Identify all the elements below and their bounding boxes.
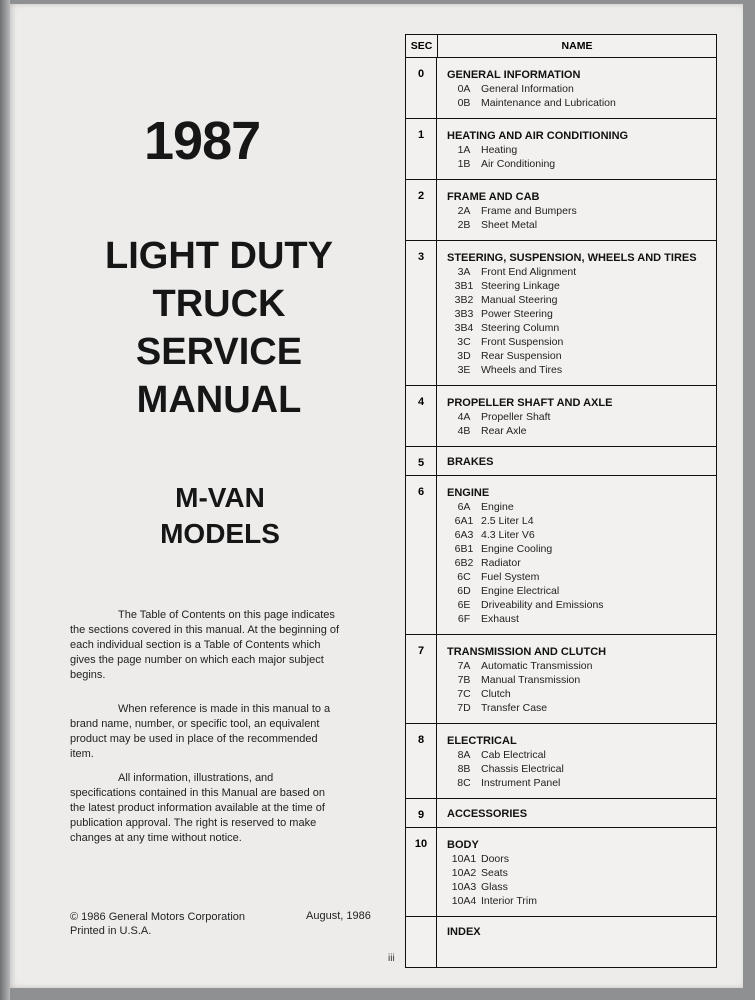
toc-rows [406, 58, 716, 967]
subsection-code: 4A [457, 411, 471, 423]
subsection-title: Wheels and Tires [481, 364, 563, 376]
section-content [437, 447, 716, 475]
subsection-title: Heating [481, 144, 518, 156]
subsection-entry [447, 598, 716, 612]
subsection-entry [447, 321, 716, 335]
subsection-code: 0A [457, 83, 471, 95]
subsection-title: Engine Cooling [481, 543, 553, 555]
subsection-code: 6B1 [454, 543, 474, 555]
section-content [437, 917, 716, 967]
subsection-entry [447, 143, 716, 157]
subsection-code: 1A [457, 144, 471, 156]
section-name: GENERAL INFORMATION [447, 69, 581, 81]
subsection-entry [447, 363, 716, 377]
subsection-entry [447, 584, 716, 598]
section-number: 8 [406, 724, 437, 798]
subsection-code: 3B4 [454, 322, 474, 334]
subsection-entry [447, 96, 716, 110]
subsection-code: 8C [457, 777, 471, 789]
subsection-entry [447, 852, 716, 866]
subsection-title: Manual Transmission [481, 674, 581, 686]
subsection-entry [447, 776, 716, 790]
subsection-code: 10A4 [451, 895, 477, 907]
subsection-entry [447, 542, 716, 556]
subsection-title: Manual Steering [481, 294, 558, 306]
section-content [437, 724, 716, 798]
subsection-title: Driveability and Emissions [481, 599, 604, 611]
subsection-code: 3B1 [454, 280, 474, 292]
toc-section-row [406, 476, 716, 635]
subsection-title: General Information [481, 83, 574, 95]
subsection-entry [447, 82, 716, 96]
subsection-title: Front Suspension [481, 336, 564, 348]
subsection-title: Transfer Case [481, 702, 548, 714]
subsection-code: 6A1 [454, 515, 474, 527]
toc-section-row [406, 241, 716, 386]
subsection-code: 2A [457, 205, 471, 217]
reference-paragraph: When reference is made in this manual to a brand name, number, or specific tool, an equivalent product may be used in place of the recommended item. [70, 703, 331, 760]
section-number: 6 [406, 476, 437, 634]
intro-paragraph: The Table of Contents on this page indicates the sections covered in this manual. At the beginning of each individual section is a Table of Contents which gives the page number on which each major subject begins. [70, 609, 340, 681]
subsection-code: 6D [457, 585, 471, 597]
toc-section-row [406, 58, 716, 119]
subsection-code: 6C [457, 571, 471, 583]
subsection-title: Sheet Metal [481, 219, 538, 231]
toc-header [406, 35, 716, 58]
subsection-code: 6F [457, 613, 471, 625]
subsection-code: 3B3 [454, 308, 474, 320]
subsection-entry [447, 570, 716, 584]
subsection-entry [447, 307, 716, 321]
cover-title [60, 232, 378, 424]
subsection-code: 6A3 [454, 529, 474, 541]
subsection-code: 7C [457, 688, 471, 700]
models-line: MODELS [160, 518, 280, 549]
subsection-code: 0B [457, 97, 471, 109]
subsection-entry [447, 424, 716, 438]
title-line: SERVICE [135, 331, 303, 373]
subsection-title: Frame and Bumpers [481, 205, 577, 217]
subsection-title: Cab Electrical [481, 749, 546, 761]
subsection-title: Fuel System [481, 571, 540, 583]
subsection-entry [447, 157, 716, 171]
section-name: INDEX [447, 926, 481, 938]
section-number: 1 [406, 119, 437, 179]
subsection-entry [447, 748, 716, 762]
section-name: PROPELLER SHAFT AND AXLE [447, 397, 613, 409]
subsection-code: 3E [457, 364, 471, 376]
subsection-code: 10A1 [451, 853, 477, 865]
subsection-code: 6B2 [454, 557, 474, 569]
subsection-entry [447, 701, 716, 715]
models-heading [120, 480, 320, 552]
binding-shadow [0, 0, 10, 1000]
section-number: 7 [406, 635, 437, 723]
toc-section-row [406, 635, 716, 724]
toc-section-row [406, 386, 716, 447]
copyright-text: © 1986 General Motors Corporation [70, 911, 246, 923]
models-line: M-VAN [175, 482, 265, 513]
subsection-entry [447, 894, 716, 908]
subsection-code: 10A2 [451, 867, 477, 879]
subsection-entry [447, 218, 716, 232]
section-number: 5 [406, 447, 437, 475]
section-name: HEATING AND AIR CONDITIONING [447, 130, 629, 142]
subsection-code: 3B2 [454, 294, 474, 306]
subsection-title: Doors [481, 853, 510, 865]
page-number: iii [388, 953, 395, 964]
subsection-title: Engine [481, 501, 514, 513]
title-line: TRUCK [152, 283, 286, 325]
section-content [437, 476, 716, 634]
subsection-title: Interior Trim [481, 895, 538, 907]
subsection-title: Rear Axle [481, 425, 527, 437]
section-number: 3 [406, 241, 437, 385]
subsection-entry [447, 528, 716, 542]
subsection-entry [447, 880, 716, 894]
name-column-header: NAME [561, 40, 593, 52]
subsection-title: Instrument Panel [481, 777, 561, 789]
subsection-code: 3A [457, 266, 471, 278]
subsection-code: 6E [457, 599, 471, 611]
disclaimer-paragraph: All information, illustrations, and specifications contained in this Manual are based on the latest product information available at the time of publication approval. The right is reserved to make changes at any time without notice. [70, 772, 325, 844]
manual-page [10, 4, 743, 988]
subsection-entry [447, 410, 716, 424]
subsection-code: 4B [457, 425, 471, 437]
subsection-entry [447, 866, 716, 880]
subsection-title: Exhaust [481, 613, 519, 625]
subsection-entry [447, 293, 716, 307]
toc-section-row [406, 447, 716, 476]
subsection-code: 7D [457, 702, 471, 714]
subsection-code: 8B [457, 763, 471, 775]
subsection-code: 8A [457, 749, 471, 761]
section-name: TRANSMISSION AND CLUTCH [447, 646, 607, 658]
toc-section-row [406, 119, 716, 180]
subsection-title: Seats [481, 867, 508, 879]
subsection-entry [447, 335, 716, 349]
publication-date: August, 1986 [306, 910, 371, 922]
subsection-title: Engine Electrical [481, 585, 560, 597]
subsection-code: 6A [457, 501, 471, 513]
toc-section-row [406, 799, 716, 828]
subsection-title: Steering Linkage [481, 280, 560, 292]
section-number: 4 [406, 386, 437, 446]
section-name: FRAME AND CAB [447, 191, 540, 203]
subsection-entry [447, 612, 716, 626]
subsection-title: Air Conditioning [481, 158, 556, 170]
section-name: STEERING, SUSPENSION, WHEELS AND TIRES [447, 252, 697, 264]
section-number: 9 [406, 799, 437, 827]
subsection-code: 7B [457, 674, 471, 686]
cover-year: 1987 [144, 111, 261, 171]
subsection-code: 7A [457, 660, 471, 672]
subsection-title: Maintenance and Lubrication [481, 97, 616, 109]
section-name: ELECTRICAL [447, 735, 517, 747]
subsection-code: 3D [457, 350, 471, 362]
toc-section-row [406, 180, 716, 241]
section-name: BODY [447, 839, 479, 851]
section-content [437, 58, 716, 118]
section-content [437, 180, 716, 240]
subsection-entry [447, 556, 716, 570]
subsection-title: Steering Column [481, 322, 560, 334]
toc-section-row [406, 724, 716, 799]
section-content [437, 635, 716, 723]
subsection-code: 3C [457, 336, 471, 348]
subsection-title: 2.5 Liter L4 [481, 515, 534, 527]
subsection-title: Power Steering [481, 308, 553, 320]
subsection-entry [447, 514, 716, 528]
section-name: BRAKES [447, 456, 494, 468]
sec-column-header: SEC [406, 35, 438, 57]
subsection-code: 2B [457, 219, 471, 231]
subsection-title: 4.3 Liter V6 [481, 529, 535, 541]
section-name: ENGINE [447, 487, 490, 499]
section-content [437, 119, 716, 179]
subsection-title: Clutch [481, 688, 511, 700]
subsection-entry [447, 204, 716, 218]
section-name: ACCESSORIES [447, 808, 528, 820]
table-of-contents [405, 34, 717, 968]
subsection-title: Rear Suspension [481, 350, 562, 362]
subsection-entry [447, 279, 716, 293]
subsection-title: Chassis Electrical [481, 763, 564, 775]
section-number: 10 [406, 828, 437, 916]
subsection-title: Front End Alignment [481, 266, 577, 278]
subsection-title: Automatic Transmission [481, 660, 593, 672]
subsection-title: Glass [481, 881, 508, 893]
section-number [406, 917, 437, 967]
subsection-entry [447, 349, 716, 363]
section-content [437, 386, 716, 446]
subsection-title: Radiator [481, 557, 521, 569]
subsection-entry [447, 687, 716, 701]
printed-text: Printed in U.S.A. [70, 925, 152, 937]
section-content [437, 828, 716, 916]
subsection-code: 1B [457, 158, 471, 170]
section-content [437, 241, 716, 385]
subsection-title: Propeller Shaft [481, 411, 551, 423]
subsection-entry [447, 265, 716, 279]
title-line: MANUAL [136, 379, 302, 421]
subsection-entry [447, 500, 716, 514]
subsection-entry [447, 659, 716, 673]
title-line: LIGHT DUTY [105, 235, 333, 277]
subsection-code: 10A3 [451, 881, 477, 893]
subsection-entry [447, 673, 716, 687]
section-number: 2 [406, 180, 437, 240]
toc-section-row [406, 828, 716, 917]
section-content [437, 799, 716, 827]
copyright-block [70, 910, 245, 938]
toc-section-row [406, 917, 716, 967]
subsection-entry [447, 762, 716, 776]
section-number: 0 [406, 58, 437, 118]
